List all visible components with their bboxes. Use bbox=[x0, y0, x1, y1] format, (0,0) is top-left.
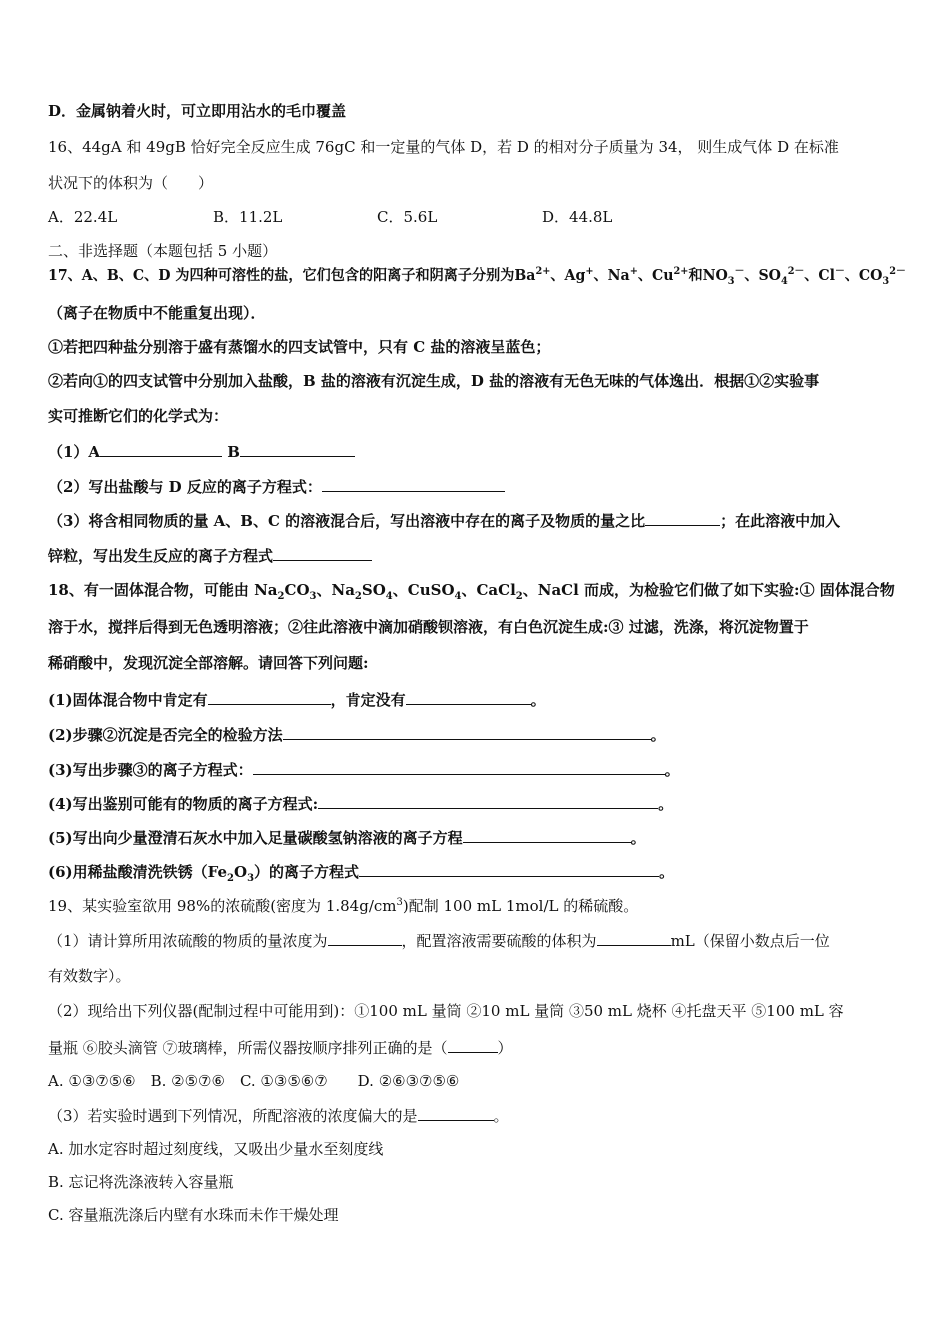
q16-option-c: C．5.6L bbox=[377, 208, 438, 226]
q17-sub2: （2）写出盐酸与 D 反应的离子方程式： bbox=[48, 476, 505, 497]
q17-sub3-cont: 锌粒，写出发生反应的离子方程式 bbox=[48, 545, 372, 566]
answer-blank[interactable] bbox=[253, 759, 665, 775]
q17-sub3: （3）将含相同物质的量 A、B、C 的溶液混合后，写出溶液中存在的离子及物质的量之比 ；在此溶液中加入 bbox=[48, 512, 841, 530]
q17-stem-line2: （离子在物质中不能重复出现）． bbox=[48, 304, 266, 322]
q18-sub1: (1)固体混合物中肯定有 ，肯定没有 。 bbox=[48, 691, 546, 709]
q15-option-d: D．金属钠着火时，可立即用沾水的毛巾覆盖 bbox=[48, 102, 347, 120]
q17-stem-line1: 17、A、B、C、D 为四种可溶性的盐，它们包含的阳离子和阴离子分别为$Ba^{2+}$、Ag+、Na+、$Cu^{2+}$和$NO_3^-$、$SO_4^{2-}$、Cl－、$CO_3^{2-}$ bbox=[48, 266, 906, 287]
q16-stem-line1: 16、44gA 和 49gB 恰好完全反应生成 76gC 和一定量的气体 D，若 D 的相对分子质量为 34， 则生成气体 D 在标准 bbox=[48, 138, 839, 156]
q19-sub3: （3）若实验时遇到下列情况，所配溶液的浓度偏大的是 。 bbox=[48, 1107, 509, 1125]
q18-stem-line3: 稀硝酸中，发现沉淀全部溶解。请回答下列问题: bbox=[48, 654, 369, 672]
q19-stem: 19、某实验室欲用 98%的浓硫酸(密度为 $1.84g/cm^3$)配制 100 mL 1mol/L 的稀硫酸。 bbox=[48, 897, 639, 915]
q18-sub2: (2)步骤②沉淀是否完全的检验方法 。 bbox=[48, 726, 666, 744]
answer-blank[interactable] bbox=[322, 476, 505, 492]
q18-sub5: (5)写出向少量澄清石灰水中加入足量碳酸氢钠溶液的离子方程 。 bbox=[48, 829, 646, 847]
answer-blank[interactable] bbox=[208, 689, 331, 705]
q19-sub2-options: A. ①③⑦⑤⑥ B. ②⑤⑦⑥ C. ①③⑤⑥⑦ D. ②⑥③⑦⑤⑥ bbox=[48, 1072, 460, 1090]
answer-blank[interactable] bbox=[318, 793, 658, 809]
q18-sub6: (6)用稀盐酸清洗铁锈$(Fe_2O_3)$的离子方程式 。 bbox=[48, 863, 675, 884]
q18-stem-line2: 溶于水，搅拌后得到无色透明溶液；②往此溶液中滴加硝酸钡溶液，有白色沉淀生成:③ 过滤，洗涤，将沉淀物置于 bbox=[48, 618, 809, 636]
q17-condition-1: ①若把四种盐分别溶于盛有蒸馏水的四支试管中，只有 C 盐的溶液呈蓝色； bbox=[48, 338, 551, 356]
answer-blank[interactable] bbox=[448, 1037, 498, 1053]
q19-sub1-cont: 有效数字）。 bbox=[48, 967, 131, 985]
q17-condition-2-cont: 实可推断它们的化学式为： bbox=[48, 407, 229, 425]
q18-sub3: (3)写出步骤③的离子方程式： 。 bbox=[48, 761, 680, 779]
q19-sub2-cont: 量瓶 ⑥胶头滴管 ⑦玻璃棒，所需仪器按顺序排列正确的是（ ） bbox=[48, 1039, 513, 1057]
answer-blank[interactable] bbox=[406, 689, 531, 705]
q16-option-a: A．22.4L bbox=[48, 208, 118, 226]
q17-condition-2: ②若向①的四支试管中分别加入盐酸，B 盐的溶液有沉淀生成，D 盐的溶液有无色无味的气体逸出．根据①②实验事 bbox=[48, 372, 820, 390]
answer-blank[interactable] bbox=[645, 510, 720, 526]
q16-option-d: D．44.8L bbox=[542, 208, 613, 226]
q19-sub2: （2）现给出下列仪器(配制过程中可能用到)：①100 mL 量筒 ②10 mL 量筒 ③50 mL 烧杯 ④托盘天平 ⑤100 mL 容 bbox=[48, 1002, 844, 1020]
answer-blank[interactable] bbox=[240, 441, 355, 457]
q16-stem-line2: 状况下的体积为（ ） bbox=[48, 174, 214, 192]
answer-blank[interactable] bbox=[273, 545, 372, 561]
section-heading: 二、非选择题（本题包括 5 小题） bbox=[48, 242, 278, 260]
q19-sub1: （1）请计算所用浓硫酸的物质的量浓度为 ，配置溶液需要硫酸的体积为 mL（保留小数点后一位 bbox=[48, 932, 830, 950]
answer-blank[interactable] bbox=[100, 441, 222, 457]
answer-blank[interactable] bbox=[418, 1105, 494, 1121]
answer-blank[interactable] bbox=[597, 930, 671, 946]
q17-sub1: （1）A B bbox=[48, 441, 355, 462]
q18-sub4: (4)写出鉴别可能有的物质的离子方程式: 。 bbox=[48, 795, 674, 813]
q19-option-c: C. 容量瓶洗涤后内壁有水珠而未作干燥处理 bbox=[48, 1206, 339, 1224]
q16-option-b: B．11.2L bbox=[213, 208, 283, 226]
answer-blank[interactable] bbox=[328, 930, 402, 946]
answer-blank[interactable] bbox=[463, 827, 631, 843]
q19-option-a: A. 加水定容时超过刻度线，又吸出少量水至刻度线 bbox=[48, 1140, 384, 1158]
answer-blank[interactable] bbox=[283, 724, 651, 740]
q19-option-b: B. 忘记将洗涤液转入容量瓶 bbox=[48, 1173, 234, 1191]
q18-stem-line1: 18、有一固体混合物，可能由 $Na_2CO_3$、$Na_2SO_4$、CuSO$_4$、CaCl$_2$、NaCl 而成，为检验它们做了如下实验:① 固体混合物 bbox=[48, 581, 895, 602]
answer-blank[interactable] bbox=[359, 861, 659, 877]
